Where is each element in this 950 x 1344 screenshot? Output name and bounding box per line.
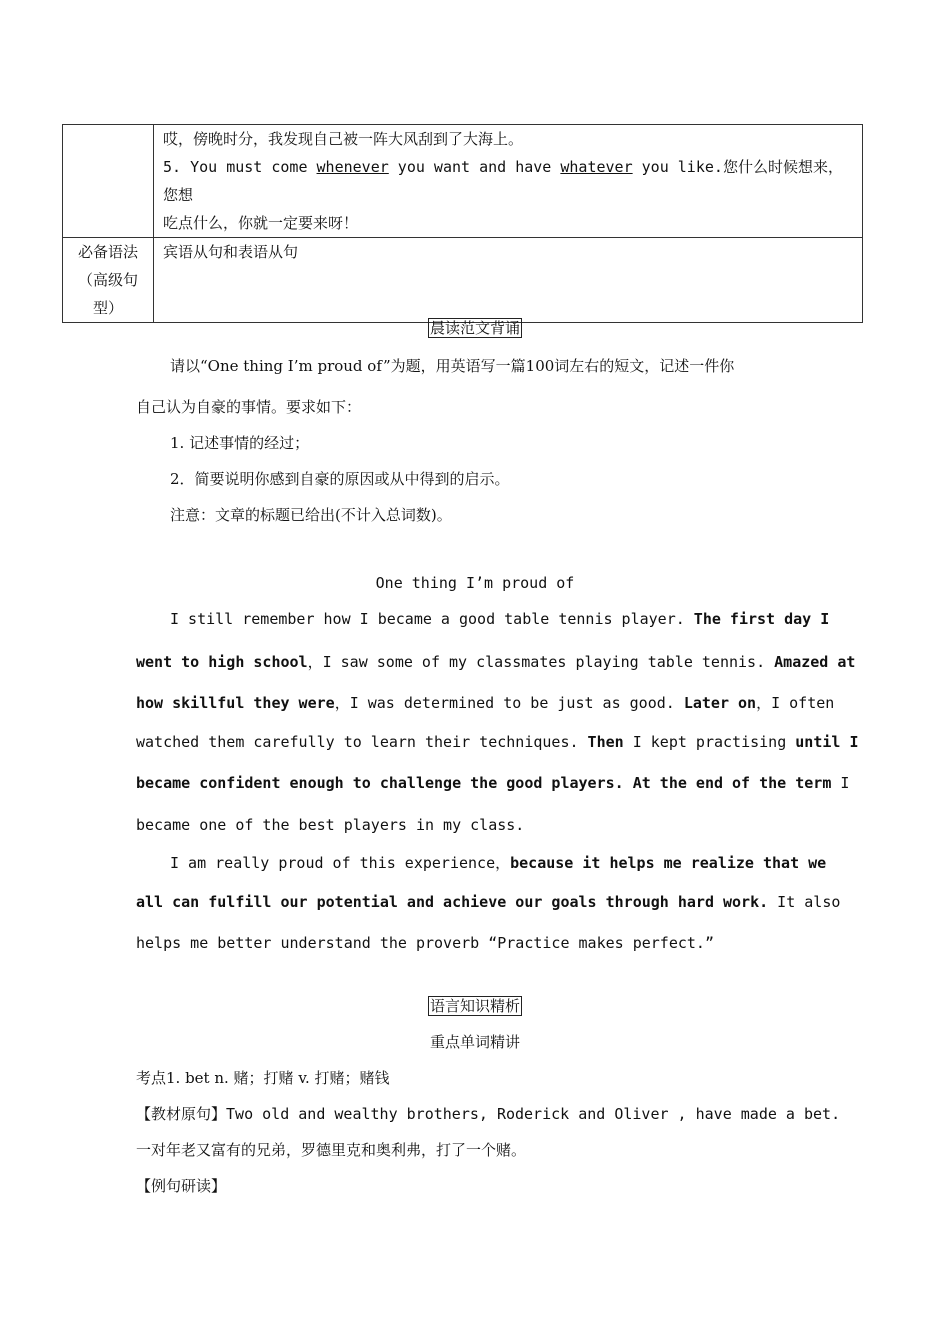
section-subtitle: 重点单词精讲 <box>429 1033 520 1051</box>
grammar-label-cell: 必备语法 （高级句 型） <box>63 238 154 323</box>
table-row <box>63 125 863 238</box>
prompt-line: 自己认为自豪的事情。要求如下： <box>136 398 362 416</box>
essay-line: I am really proud of this experience，because it helps me realize that we <box>170 854 827 872</box>
section-title-reading: 晨读范文背诵 <box>429 319 520 337</box>
table-row <box>63 238 863 323</box>
vocab-table <box>62 124 863 323</box>
essay-title: One thing I’m proud of <box>375 574 575 592</box>
sentence-line: 吃点什么，你就一定要来呀！ <box>163 214 359 232</box>
essay-line: how skillful they were，I was determined to be just as good. Later on，I often <box>136 694 835 712</box>
requirement-item: 2．简要说明你感到自豪的原因或从中得到的启示。 <box>170 470 510 488</box>
prompt-line: 请以“One thing I’m proud of”为题，用英语写一篇100词左右的短文，记述一件你 <box>170 357 735 375</box>
essay-line: became one of the best players in my class. <box>136 816 525 834</box>
section-title-language: 语言知识精析 <box>429 997 520 1015</box>
essay-line: went to high school，I saw some of my classmates playing table tennis. Amazed at <box>136 653 856 671</box>
essay-line: I still remember how I became a good table tennis player. The first day I <box>170 610 830 628</box>
point-line: 考点1. bet n. 赌；打赌 v. 打赌；赌钱 <box>136 1069 390 1087</box>
requirement-item: 1. 记述事情的经过； <box>170 434 310 452</box>
essay-line: watched them carefully to learn their techniques. Then I kept practising until I <box>136 733 859 751</box>
sentence-line: 5. You must come whenever you want and have whatever you like.您什么时候想来，您想 <box>163 158 843 204</box>
table-cell-empty <box>63 125 154 238</box>
table-cell-sentences <box>154 125 863 238</box>
source-translation: 一对年老又富有的兄弟，罗德里克和奥利弗，打了一个赌。 <box>136 1141 527 1159</box>
source-sentence: 【教材原句】Two old and wealthy brothers, Roderick and Oliver , have made a bet. <box>136 1105 841 1123</box>
example-label: 【例句研读】 <box>136 1177 227 1195</box>
note-line: 注意：文章的标题已给出(不计入总词数)。 <box>170 506 452 524</box>
essay-line: became confident enough to challenge the good players. At the end of the term I <box>136 774 850 792</box>
essay-line: helps me better understand the proverb “Practice makes perfect.” <box>136 934 714 952</box>
essay-line: all can fulfill our potential and achieve our goals through hard work. It also <box>136 893 841 911</box>
grammar-content-cell: 宾语从句和表语从句 <box>154 238 863 323</box>
sentence-line: 哎，傍晚时分，我发现自己被一阵大风刮到了大海上。 <box>163 130 524 148</box>
